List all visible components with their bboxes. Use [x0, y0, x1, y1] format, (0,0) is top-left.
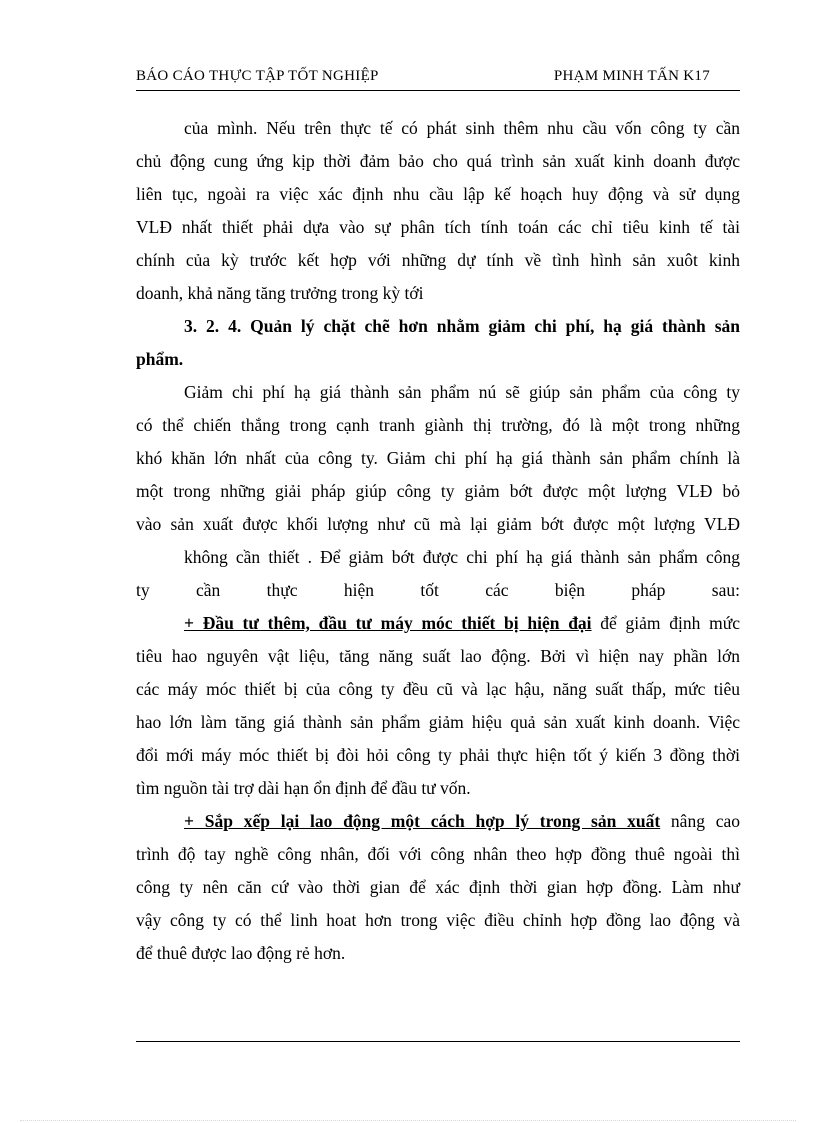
text-line: các máy móc thiết bị của công ty đều cũ và lạc hậu, năng suất thấp, mức tiêu: [136, 679, 740, 699]
text-line: công ty nên căn cứ vào thời gian để xác định thời gian hợp đồng. Làm như: [136, 877, 740, 897]
document-body: [136, 112, 740, 970]
footer-divider: [136, 1041, 740, 1042]
header-author: PHẠM MINH TẤN K17: [553, 68, 710, 84]
text-line: Giảm chi phí hạ giá thành sản phẩm nú sẽ giúp sản phẩm của công ty: [184, 382, 740, 402]
text-line: trình độ tay nghề công nhân, đối với công nhân theo hợp đồng thuê ngoài thì: [136, 844, 740, 864]
text-line: đổi mới máy móc thiết bị đòi hỏi công ty phải thực hiện tốt ý kiến 3 đồng thời: [136, 745, 740, 765]
text-line: hao lớn làm tăng giá thành sản phẩm giảm hiệu quả sản xuất kinh doanh. Việc: [136, 712, 740, 732]
text-line: tìm nguồn tài trợ dài hạn ổn định để đầu tư vốn.: [136, 778, 471, 798]
text-line: khó khăn lớn nhất của công ty. Giảm chi phí hạ giá thành sản phẩm chính là: [136, 448, 740, 468]
text-run: để giảm định mức: [591, 613, 740, 633]
text-line: vào sản xuất được khối lượng như cũ mà lại giảm bớt được một lượng VLĐ: [136, 514, 740, 534]
text-line: vậy công ty có thể linh hoat hơn trong việc điều chỉnh hợp đồng lao động và: [136, 910, 740, 930]
text-line: doanh, khả năng tăng trưởng trong kỳ tới: [136, 283, 424, 303]
text-line: để thuê được lao động rẻ hơn.: [136, 943, 346, 963]
text-line: chính của kỳ trước kết hợp với những dự tính về tình hình sản xuôt kinh: [136, 250, 740, 270]
text-line: một trong những giải pháp giúp công ty giảm bớt được một lượng VLĐ bỏ: [136, 481, 740, 501]
text-line: không cần thiết . Để giảm bớt được chi phí hạ giá thành sản phẩm công: [184, 547, 740, 567]
page-edge-divider: [20, 1120, 796, 1121]
text-line: chủ động cung ứng kịp thời đảm bảo cho quá trình sản xuất kinh doanh được: [136, 151, 740, 171]
text-line: liên tục, ngoài ra việc xác định nhu cầu lập kế hoạch huy động và sử dụng: [136, 184, 740, 204]
emphasis-invest-equipment: + Đầu tư thêm, đầu tư máy móc thiết bị hiện đại: [184, 613, 592, 633]
header-report-title: BÁO CÁO THỰC TẬP TỐT NGHIỆP: [136, 68, 379, 84]
page-header: [136, 66, 740, 91]
text-run: nâng cao: [660, 811, 740, 831]
emphasis-arrange-labor: + Sắp xếp lại lao động một cách hợp lý trong sản xuất: [184, 811, 661, 831]
text-line: [136, 805, 740, 838]
text-line: tiêu hao nguyên vật liệu, tăng năng suất lao động. Bởi vì hiện nay phần lớn: [136, 646, 740, 666]
text-line: VLĐ nhất thiết phải dựa vào sự phân tích tính toán các chỉ tiêu kinh tế tài: [136, 217, 740, 237]
text-line: có thể chiến thắng trong cạnh tranh giành thị trường, đó là một trong những: [136, 415, 740, 435]
section-heading: 3. 2. 4. Quản lý chặt chẽ hơn nhằm giảm chi phí, hạ giá thành sản: [184, 316, 740, 336]
section-heading: phẩm.: [136, 349, 184, 369]
text-line: ty cần thực hiện tốt các biện pháp sau:: [136, 580, 740, 600]
text-line: của mình. Nếu trên thực tế có phát sinh thêm nhu cầu vốn công ty cần: [184, 118, 740, 138]
text-line: [136, 607, 740, 640]
